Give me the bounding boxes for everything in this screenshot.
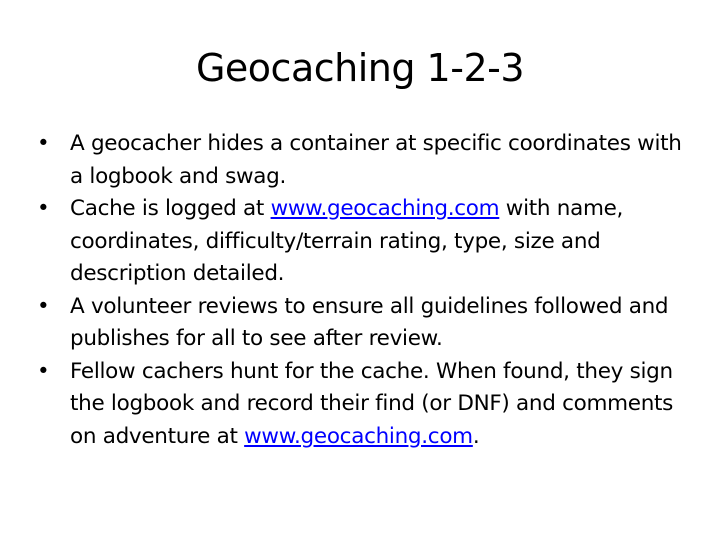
bullet-marker: • xyxy=(37,293,50,319)
geocaching-link[interactable]: www.geocaching.com xyxy=(244,423,473,449)
bullet-text: A geocacher hides a container at specific coordinates with a logbook and swag. xyxy=(70,131,682,189)
bullet-text-before-link: Cache is logged at xyxy=(70,196,271,221)
bullet-text-after-link: with name, coordinates, difficulty/terrain rating, type, size and description detailed. xyxy=(70,196,624,286)
bullet-item xyxy=(37,356,687,454)
bullet-text: A volunteer reviews to ensure all guidelines followed and publishes for all to see after review. xyxy=(70,293,669,351)
bullet-item xyxy=(37,193,687,291)
bullet-marker: • xyxy=(37,131,50,156)
slide-title: Geocaching 1-2-3 xyxy=(195,46,525,90)
bullet-marker: • xyxy=(37,358,50,384)
bullet-text-before-link: Fellow cachers hunt for the cache. When found, they sign the logbook and record their find (or DNF) and comments on adventure at xyxy=(70,358,674,449)
bullet-item xyxy=(37,291,687,356)
bullet-list xyxy=(37,128,687,453)
bullet-item xyxy=(37,128,687,193)
geocaching-link[interactable]: www.geocaching.com xyxy=(270,196,500,221)
bullet-marker: • xyxy=(37,196,50,221)
bullet-text-after-link: . xyxy=(472,423,480,449)
